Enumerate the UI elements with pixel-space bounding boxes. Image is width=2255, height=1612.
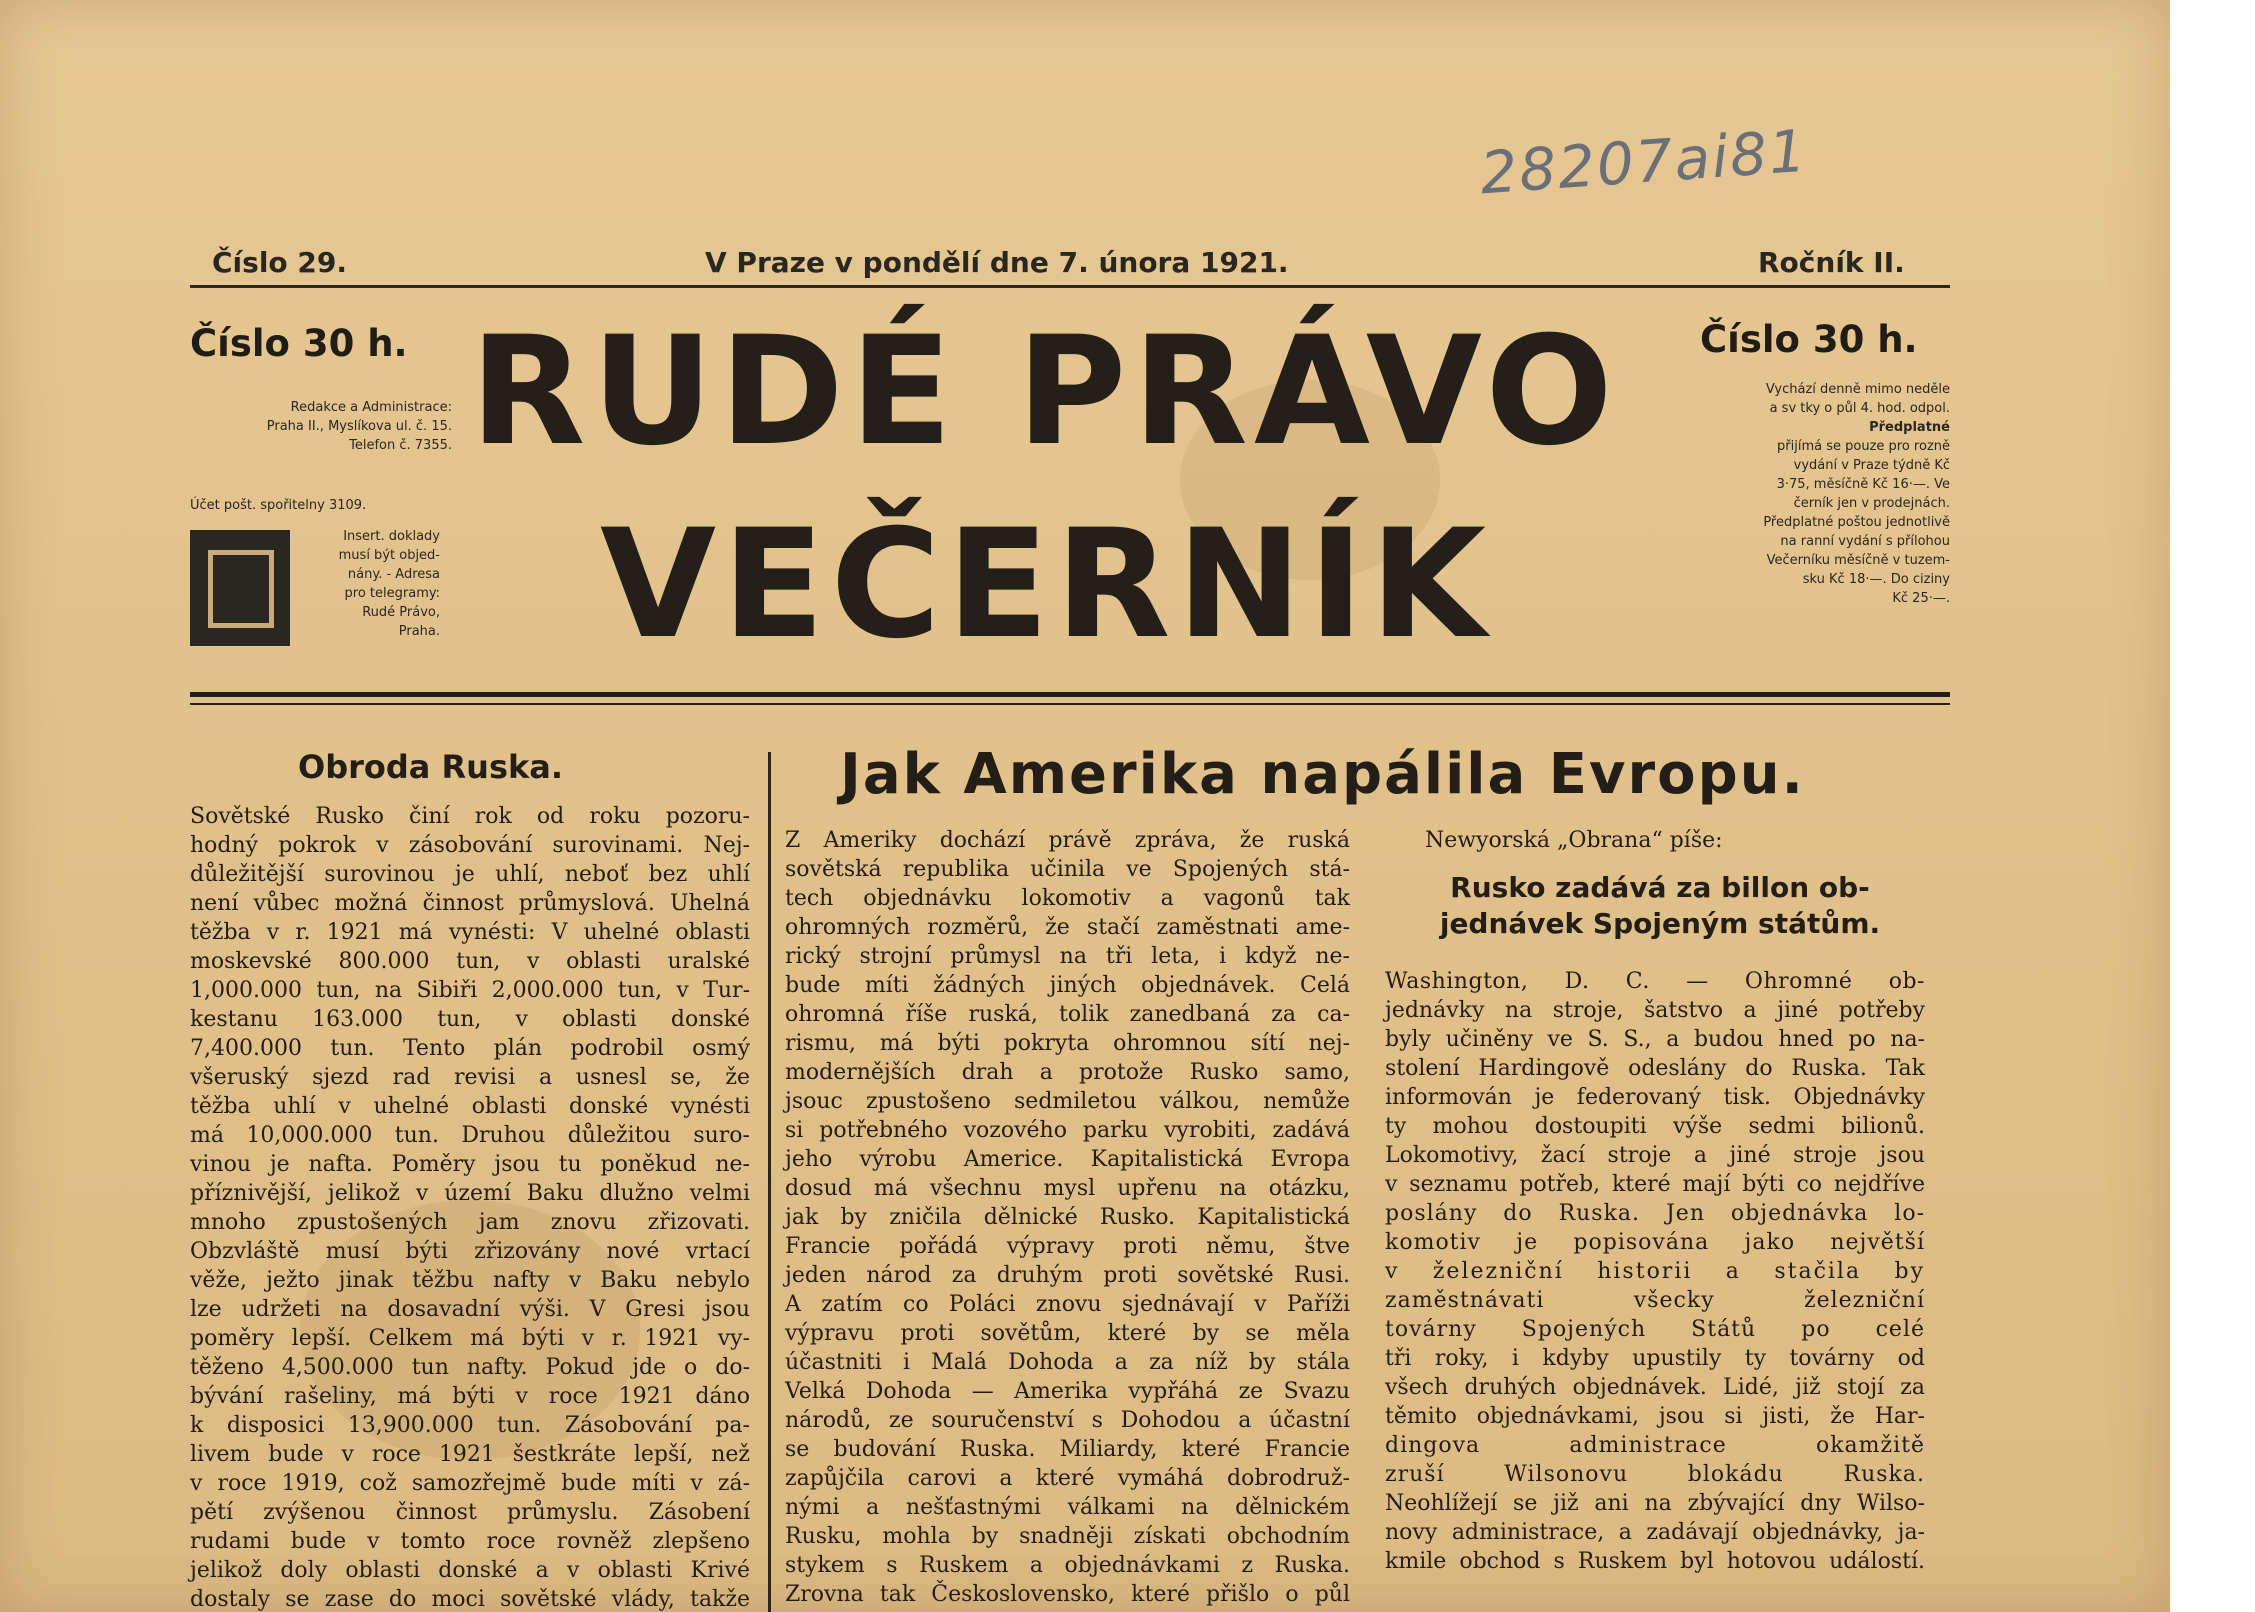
text-line: rudami bude v tomto roce rovněž zlepšeno [190, 1529, 750, 1554]
right-ear-line: Vychází denně mimo neděle [1765, 382, 1950, 397]
text-line: Rusku, mohla by snadněji získati obchodním [785, 1524, 1350, 1549]
subhead-line: Rusko zadává za billon ob- [1450, 871, 1870, 904]
text-line: stykem s Ruskem a objednávkami z Ruska. [785, 1553, 1350, 1578]
volume-number: Ročník II. [1758, 246, 1905, 279]
text-line: Francie pořádá výpravy proti němu, štve [785, 1234, 1350, 1259]
text-line: účastniti i Malá Dohoda a za níž by stála [785, 1350, 1350, 1375]
text-line: bude míti žádných jiných objednávek. Celá [785, 973, 1350, 998]
text-line: Obzvláště musí býti zřizovány nové vrtací [190, 1239, 750, 1264]
left-ear-line: Praha II., Myslíkova ul. č. 15. [266, 419, 452, 434]
right-ear-line: přijímá se pouze pro rozně [1777, 439, 1950, 454]
left-ear-line: musí být objed- [338, 548, 440, 563]
text-line: A zatím co Poláci znovu sjednávají v Paříži [785, 1292, 1350, 1317]
right-ear-line: Předplatné poštou jednotlivě [1763, 515, 1950, 530]
right-ear-line: Večerníku měsíčně v tuzem- [1766, 553, 1950, 568]
text-line: pětí zvýšenou činnost průmyslu. Zásobení [190, 1500, 750, 1525]
text-line: má 10,000.000 tun. Druhou důležitou suro- [190, 1123, 750, 1148]
right-price: Číslo 30 h. [1700, 318, 1918, 361]
text-line: poslány do Ruska. Jen objednávka lo- [1385, 1201, 1925, 1226]
text-line: tech objednávku lokomotiv a vagonů tak [785, 886, 1350, 911]
pencil-note: 28207ai81 [1478, 116, 1810, 208]
text-line: si potřebného vozového parku vyrobiti, zadává [785, 1118, 1350, 1143]
text-line: byly učiněny ve S. S., a budou hned po na- [1385, 1027, 1925, 1052]
text-line: těmito objednávkami, jsou si jisti, že Har- [1385, 1404, 1925, 1429]
text-line: zapůjčila carovi a které vymáhá dobrodruž- [785, 1466, 1350, 1491]
text-line: mnoho zpustošených jam znovu zřizovati. [190, 1210, 750, 1235]
right-ear-line: vydání v Praze týdně Kč [1793, 458, 1950, 473]
text-line: ohromná říše ruská, tolik zanedbaná za ca- [785, 1002, 1350, 1027]
text-line: všech druhých objednávek. Lidé, již stojí za [1385, 1375, 1925, 1400]
text-line: v seznamu potřeb, které mají býti co nejdříve [1385, 1172, 1925, 1197]
text-line: ty mohou dostoupiti výše sedmi bilionů. [1385, 1114, 1925, 1139]
left-ear-insert [288, 527, 440, 641]
main-headline: Jak Amerika napálila Evropu. [840, 742, 1805, 807]
text-line: národů, ze souručenství s Dohodou a účastní [785, 1408, 1350, 1433]
text-line: Lokomotivy, žací stroje a jiné stroje jsou [1385, 1143, 1925, 1168]
text-line: vinou je nafta. Poměry jsou tu poněkud ne- [190, 1152, 750, 1177]
left-ear-line: nány. - Adresa [347, 567, 440, 582]
text-line: Velká Dohoda — Amerika vypřáhá ze Svazu [785, 1379, 1350, 1404]
text-line: sovětská republika učinila ve Spojených stá- [785, 857, 1350, 882]
left-ear-info [190, 398, 452, 455]
column-rule [768, 752, 771, 1612]
text-line: těžba uhlí v uhelné oblasti donské vynésti [190, 1094, 750, 1119]
text-line: není vůbec možná činnost průmyslová. Uhelná [190, 891, 750, 916]
text-line: zaměstnávati všecky železniční [1385, 1288, 1925, 1313]
left-ear-line: pro telegramy: [344, 586, 440, 601]
text-line: Sovětské Rusko činí rok od roku pozoru- [190, 804, 750, 829]
text-line: lze udržeti na dosavadní výši. V Gresi jsou [190, 1297, 750, 1322]
right-ear-line: na ranní vydání s přílohou [1780, 534, 1950, 549]
text-line: rismu, má býti pokryta ohromnou sítí nej- [785, 1031, 1350, 1056]
masthead-rule [190, 692, 1950, 697]
text-line: všeruský sjezd rad revisi a usnesl se, že [190, 1065, 750, 1090]
right-ear-line: sku Kč 18·—. Do ciziny [1802, 572, 1950, 587]
text-line: kmile obchod s Ruskem byl hotovou událostí. [1385, 1549, 1925, 1574]
text-line: továrny Spojených Států po celé [1385, 1317, 1925, 1342]
text-line: nými a nešťastnými válkami na dělnickém [785, 1495, 1350, 1520]
text-line: tři roky, i kdyby upustily ty továrny od [1385, 1346, 1925, 1371]
text-line: v železniční historii a stačila by [1385, 1259, 1925, 1284]
main-article-right-column [1385, 967, 1925, 1576]
left-ear-line: Účet pošt. spořitelny 3109. [190, 498, 367, 513]
text-line: stolení Hardingově odeslány do Ruska. Tak [1385, 1056, 1925, 1081]
left-ear-line: Insert. doklady [343, 529, 440, 544]
text-line: jsouc zpustošeno sedmiletou válkou, nemůže [785, 1089, 1350, 1114]
left-ear-account [190, 496, 440, 515]
left-ear-line: Praha. [398, 624, 440, 639]
main-article-middle-column [785, 826, 1350, 1609]
text-line: modernějších drah a protože Rusko samo, [785, 1060, 1350, 1085]
left-ear-line: Telefon č. 7355. [349, 438, 452, 453]
left-price: Číslo 30 h. [190, 322, 408, 365]
text-line: bývání rašeliny, má býti v roce 1921 dáno [190, 1384, 750, 1409]
text-line: informován je federovaný tisk. Objednávky [1385, 1085, 1925, 1110]
publisher-emblem [190, 530, 290, 646]
left-article-headline: Obroda Ruska. [298, 748, 564, 786]
right-ear-info [1680, 380, 1950, 608]
masthead-rule-thin [190, 703, 1950, 705]
text-line: komotiv je popisována jako největší [1385, 1230, 1925, 1255]
intro-line: Newyorská „Obrana“ píše: [1425, 828, 1723, 853]
masthead-subtitle: VEČERNÍK [600, 498, 1493, 672]
publication-date: V Praze v pondělí dne 7. února 1921. [705, 246, 1289, 279]
text-line: těženo 4,500.000 tun nafty. Pokud jde o do- [190, 1355, 750, 1380]
text-line: ohromných rozměrů, že stačí zaměstnati ame- [785, 915, 1350, 940]
main-article-subhead [1380, 870, 1940, 942]
text-line: jeho výrobu Americe. Kapitalistická Evropa [785, 1147, 1350, 1172]
text-line: hodný pokrok v zásobování surovinami. Nej- [190, 833, 750, 858]
left-article-body [190, 802, 750, 1612]
text-line: Neohlížejí se již ani na zbývající dny Wilso- [1385, 1491, 1925, 1516]
text-line: moskevské 800.000 tun, v oblasti uralské [190, 949, 750, 974]
right-ear-line: černík jen v prodejnách. [1793, 496, 1950, 511]
text-line: k disposici 13,900.000 tun. Zásobování pa- [190, 1413, 750, 1438]
text-line: věže, ježto jinak těžbu nafty v Baku nebylo [190, 1268, 750, 1293]
right-ear-line: Předplatné [1869, 420, 1950, 435]
text-line: jednávky na stroje, šatstvo a jiné potřeby [1385, 998, 1925, 1023]
text-line: rický strojní průmysl na tři leta, i když ne- [785, 944, 1350, 969]
text-line: v roce 1919, což samozřejmě bude míti v zá- [190, 1471, 750, 1496]
text-line: Zrovna tak Československo, které přišlo o půl [785, 1582, 1350, 1607]
subhead-line: jednávek Spojeným státům. [1439, 907, 1881, 940]
left-ear-line: Rudé Právo, [362, 605, 440, 620]
text-line: se budování Ruska. Miliardy, které Francie [785, 1437, 1350, 1462]
text-line: poměry lepší. Celkem má býti v r. 1921 vy- [190, 1326, 750, 1351]
text-line: livem bude v roce 1921 šestkráte lepší, než [190, 1442, 750, 1467]
text-line: dosud má všechnu mysl upřenu na otázku, [785, 1176, 1350, 1201]
issue-number: Číslo 29. [212, 246, 347, 279]
right-ear-line: Kč 25·—. [1892, 591, 1950, 606]
text-line: těžba v r. 1921 má vynésti: V uhelné oblasti [190, 920, 750, 945]
text-line: důležitější surovinou je uhlí, neboť bez uhlí [190, 862, 750, 887]
top-rule [190, 285, 1950, 288]
main-article-intro [1425, 826, 1905, 855]
left-ear-line: Redakce a Administrace: [290, 400, 452, 415]
text-line: jelikož doly oblasti donské a v oblasti Krivé [190, 1558, 750, 1583]
text-line: 7,400.000 tun. Tento plán podrobil osmý [190, 1036, 750, 1061]
masthead-title: RUDÉ PRÁVO [470, 305, 1619, 479]
text-line: příznivější, jelikož v území Baku dlužno velmi [190, 1181, 750, 1206]
text-line: dingova administrace okamžitě [1385, 1433, 1925, 1458]
text-line: zruší Wilsonovu blokádu Ruska. [1385, 1462, 1925, 1487]
text-line: Washington, D. C. — Ohromné ob- [1385, 969, 1925, 994]
text-line: jeden národ za druhým proti sovětské Rusi. [785, 1263, 1350, 1288]
text-line: kestanu 163.000 tun, v oblasti donské [190, 1007, 750, 1032]
text-line: výpravu proti sovětům, které by se měla [785, 1321, 1350, 1346]
text-line: Z Ameriky dochází právě zpráva, že ruská [785, 828, 1350, 853]
text-line: 1,000.000 tun, na Sibiři 2,000.000 tun, v Tur- [190, 978, 750, 1003]
text-line: jak by zničila dělnické Rusko. Kapitalistická [785, 1205, 1350, 1230]
text-line: dostaly se zase do moci sovětské vlády, takže [190, 1587, 750, 1612]
text-line: novy administrace, a zadávají objednávky, ja- [1385, 1520, 1925, 1545]
right-ear-line: 3·75, měsíčně Kč 16·—. Ve [1776, 477, 1950, 492]
right-ear-line: a sv tky o půl 4. hod. odpol. [1769, 401, 1950, 416]
